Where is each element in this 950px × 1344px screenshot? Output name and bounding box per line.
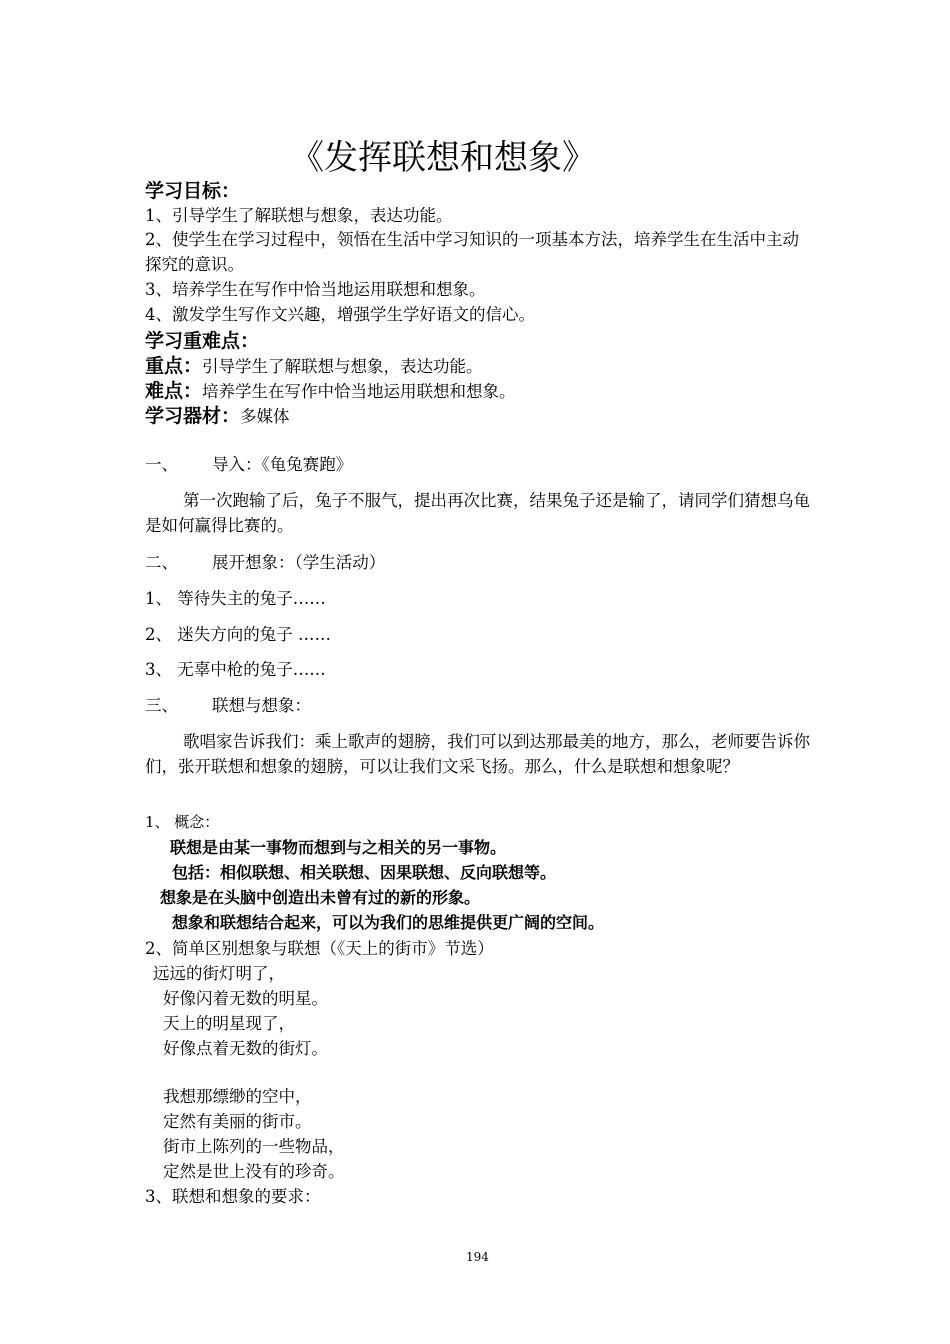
concept-label: 1、 概念： [145,813,220,831]
part1-title: 导入：《龟兔赛跑》 [212,455,353,474]
poem-line: 好像点着无数的街灯。 [163,1039,328,1058]
key-point-text: 引导学生了解联想与想象，表达功能。 [202,357,483,376]
part3-title: 联想与想象： [212,696,311,715]
part1-number: 一、 [145,455,178,474]
key-points-heading: 学习重难点： [145,330,260,352]
poem-line: 天上的明星现了， [163,1014,295,1033]
concept-line: 想象是在头脑中创造出未曾有过的新的形象。 [160,888,481,907]
equipment-row [145,401,290,428]
part1-paragraph: 第一次跑输了后，兔子不服气，提出再次比赛，结果兔子还是输了，请同学们猜想乌龟是如何赢得比赛的。 [145,491,810,535]
part3-paragraph: 歌唱家告诉我们：乘上歌声的翅膀，我们可以到达那最美的地方，那么，老师要告诉你们，张开联想和想象的翅膀，可以让我们文采飞扬。那么，什么是联想和想象呢？ [145,732,810,776]
list-item: 1、 等待失主的兔子…… [145,589,326,608]
distinguish-label: 2、简单区别想象与联想（《天上的街市》节选） [145,939,494,958]
poem-line: 远远的街灯明了， [153,964,285,983]
concept-line: 联想是由某一事物而想到与之相关的另一事物。 [170,838,507,857]
objective-item: 3、培养学生在写作中恰当地运用联想和想象。 [145,280,486,299]
equipment-label: 学习器材： [145,405,241,427]
requirement-label: 3、联想和想象的要求： [145,1187,321,1206]
page-number: 194 [466,1250,489,1264]
part2-number: 二、 [145,553,178,572]
key-point-label: 重点： [145,355,203,377]
objectives-heading: 学习目标： [145,180,241,202]
poem-line: 定然有美丽的街市。 [163,1112,312,1131]
concept-line: 包括：相似联想、相关联想、因果联想、反向联想等。 [172,863,557,882]
poem-line: 我想那缥缈的空中， [163,1087,312,1106]
poem-line: 定然是世上没有的珍奇。 [163,1162,345,1181]
poem-line: 好像闪着无数的明星。 [163,989,328,1008]
objective-item: 1、引导学生了解联想与想象，表达功能。 [145,206,453,225]
key-point-row [145,351,483,378]
objective-item: 4、激发学生写作文兴趣，增强学生学好语文的信心。 [145,305,535,324]
poem-line: 街市上陈列的一些物品， [163,1137,345,1156]
hard-point-text: 培养学生在写作中恰当地运用联想和想象。 [202,382,516,401]
part3-number: 三、 [145,696,178,715]
part2-title: 展开想象：（学生活动） [212,553,386,572]
list-item: 3、 无辜中枪的兔子…… [145,660,326,679]
hard-point-row [145,376,516,403]
concept-line: 想象和联想结合起来，可以为我们的思维提供更广阔的空间。 [172,913,605,932]
objective-item: 2、使学生在学习过程中，领悟在生活中学习知识的一项基本方法，培养学生在生活中主动探究的意识。 [145,230,799,274]
page-title: 《发挥联想和想象》 [290,138,596,178]
list-item: 2、 迷失方向的兔子 …… [145,625,331,644]
equipment-text: 多媒体 [240,407,290,426]
hard-point-label: 难点： [145,380,203,402]
